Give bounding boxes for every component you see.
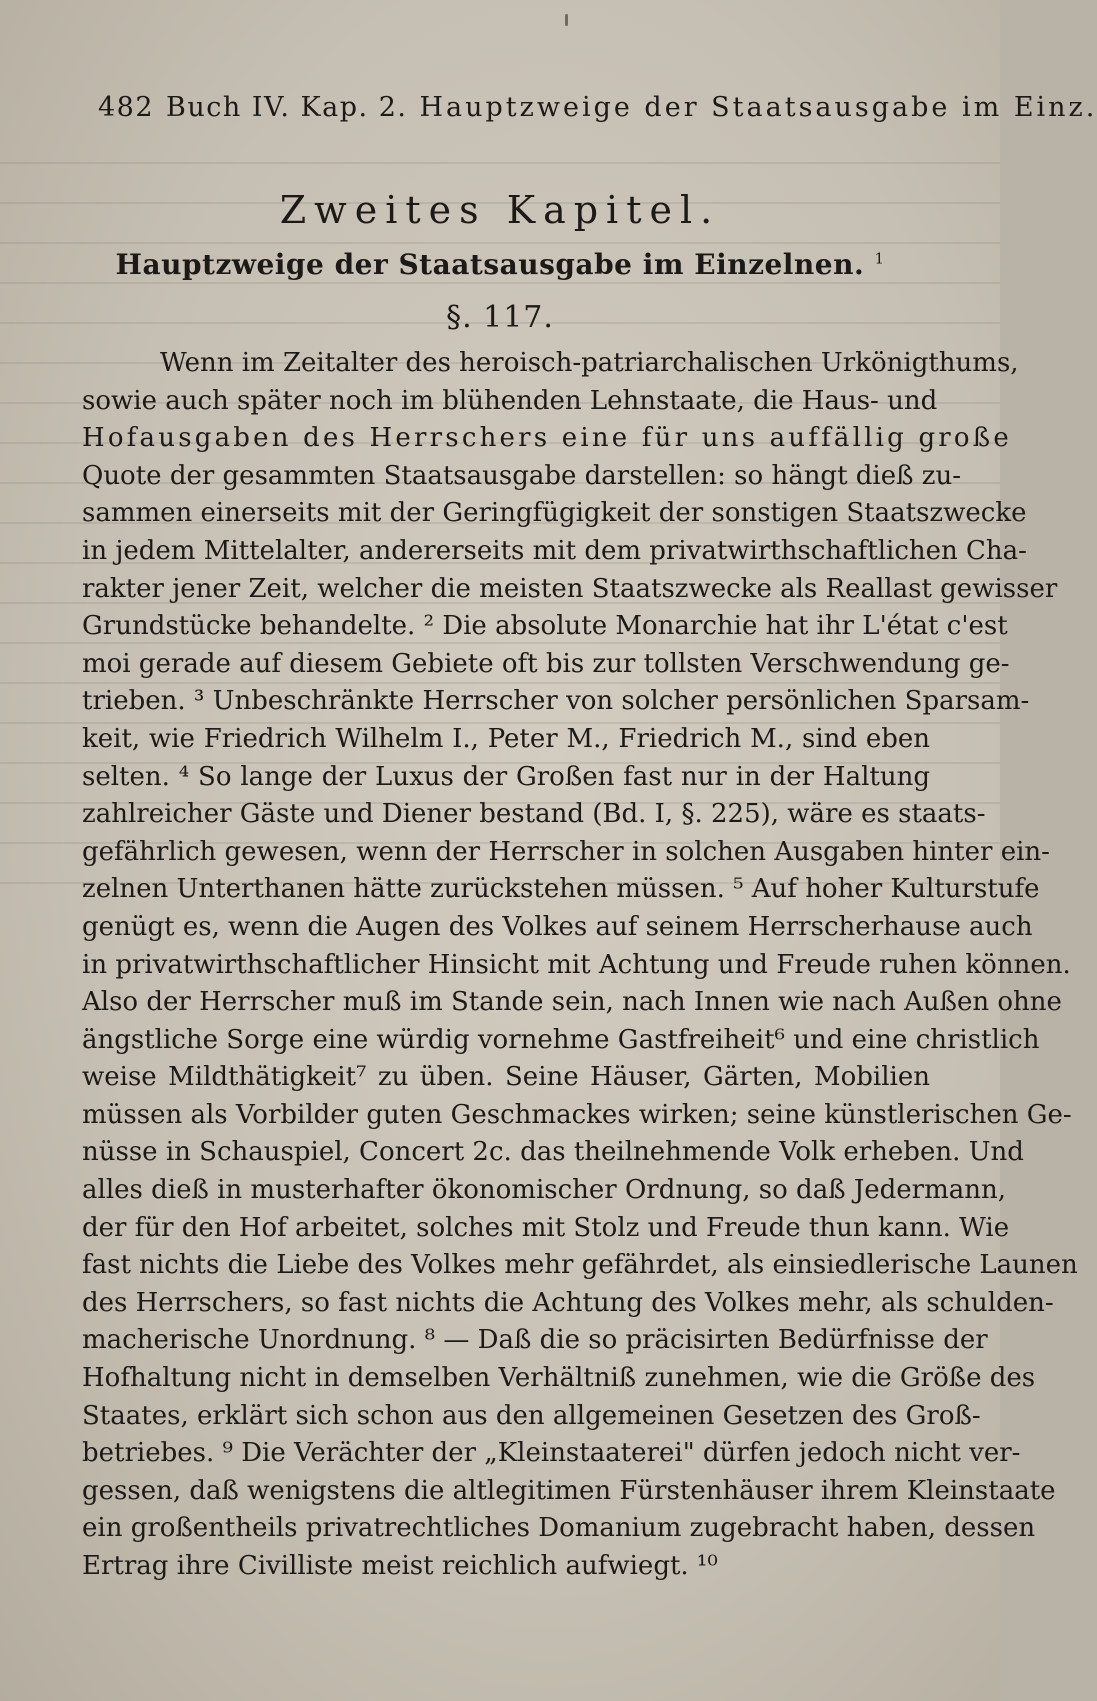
text-line: selten. ⁴ So lange der Luxus der Großen fast nur in der Haltung [82,761,930,792]
text-line: rakter jener Zeit, welcher die meisten Staatszwecke als Reallast gewisser [82,573,1058,604]
text-line: weise Mildthätigkeit⁷ zu üben. Seine Häuser, Gärten, Mobilien [82,1062,930,1093]
body-text [82,345,1078,1586]
text-line: Wenn im Zeitalter des heroisch-patriarchalischen Urkönigthums, [160,348,1019,378]
text-line: der für den Hof arbeitet, solches mit Stolz und Freude thun kann. Wie [82,1212,1010,1243]
text-line: ängstliche Sorge eine würdig vornehme Gastfreiheit⁶ und eine christlich [82,1024,1040,1055]
text-line: Hofhaltung nicht in demselben Verhältniß zunehmen, wie die Größe des [82,1363,1036,1394]
text-line: Also der Herrscher muß im Stande sein, nach Innen wie nach Außen ohne [82,987,1062,1018]
text-line: Hofausgaben des Herrschers eine für uns auffällig große [82,423,1012,454]
page-number: 482 [98,92,155,123]
chapter-subtitle [0,248,1000,281]
running-header [98,92,1097,123]
text-line: Staates, erklärt sich schon aus den allgemeinen Gesetzen des Groß- [82,1400,981,1431]
text-line: gessen, daß wenigstens die altlegitimen Fürstenhäuser ihrem Kleinstaate [82,1475,1056,1506]
subtitle-text: Hauptzweige der Staatsausgabe im Einzelnen. [115,248,865,281]
text-line: gefährlich gewesen, wenn der Herrscher in solchen Ausgaben hinter ein- [82,836,1050,867]
text-line: sammen einerseits mit der Geringfügigkeit der sonstigen Staatszwecke [82,498,1027,529]
section-heading: §. 117. [446,300,554,335]
text-line: sowie auch später noch im blühenden Lehnstaate, die Haus- und [82,385,938,416]
text-line: moi gerade auf diesem Gebiete oft bis zur tollsten Verschwendung ge- [82,648,1010,679]
text-line: zelnen Unterthanen hätte zurückstehen müssen. ⁵ Auf hoher Kulturstufe [82,874,1040,905]
text-line: des Herrschers, so fast nichts die Achtung des Volkes mehr, als schulden- [82,1287,1054,1318]
text-line: müssen als Vorbilder guten Geschmackes wirken; seine künstlerischen Ge- [82,1099,1072,1130]
running-title: Hauptzweige der Staatsausgabe im Einz. [419,92,1097,123]
text-line: zahlreicher Gäste und Diener bestand (Bd. I, §. 225), wäre es staats- [82,799,986,830]
text-line: genügt es, wenn die Augen des Volkes auf seinem Herrscherhause auch [82,911,1033,942]
text-line: betriebes. ⁹ Die Verächter der „Kleinstaaterei" dürfen jedoch nicht ver- [82,1438,1021,1469]
text-line: Ertrag ihre Civilliste meist reichlich aufwiegt. ¹⁰ [82,1551,718,1581]
text-line: alles dieß in musterhafter ökonomischer Ordnung, so daß Jedermann, [82,1175,1007,1206]
text-line: in privatwirthschaftlicher Hinsicht mit Achtung und Freude ruhen können. [82,949,1071,980]
text-line: Grundstücke behandelte. ² Die absolute Monarchie hat ihr L'état c'est [82,611,1008,642]
text-line: macherische Unordnung. ⁸ — Daß die so präcisirten Bedürfnisse der [82,1325,988,1356]
ink-speck [565,14,568,26]
text-line: in jedem Mittelalter, andererseits mit dem privatwirthschaftlichen Cha- [82,535,1027,566]
text-line: nüsse in Schauspiel, Concert 2c. das theilnehmende Volk erheben. Und [82,1137,1024,1168]
subtitle-footnote-ref: 1 [874,249,885,268]
text-line: Quote der gesammten Staatsausgabe darstellen: so hängt dieß zu- [82,460,961,491]
text-line: keit, wie Friedrich Wilhelm I., Peter M., Friedrich M., sind eben [82,723,930,754]
chapter-title: Zweites Kapitel. [279,188,721,232]
text-line: fast nichts die Liebe des Volkes mehr gefährdet, als einsiedlerische Launen [82,1250,1078,1281]
text-line: trieben. ³ Unbeschränkte Herrscher von solcher persönlichen Sparsam- [82,686,1030,717]
book-chapter-ref: Buch IV. Kap. 2. [166,92,408,123]
text-line: ein großentheils privatrechtliches Domanium zugebracht haben, dessen [82,1513,1036,1544]
